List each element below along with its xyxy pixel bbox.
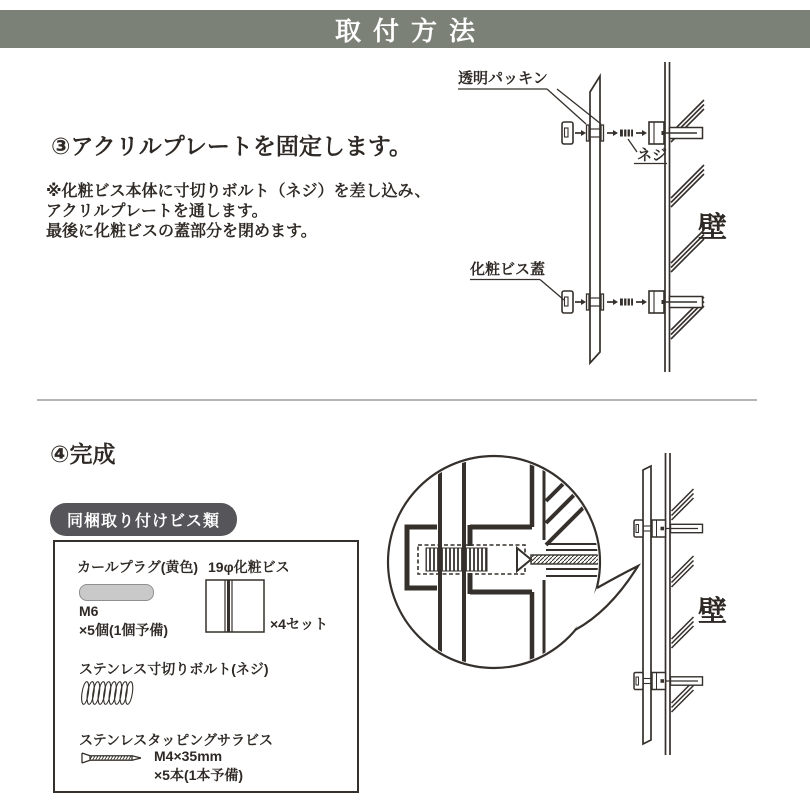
screw-assembly-bottom — [562, 291, 703, 313]
label-screw: ネジ — [637, 147, 668, 164]
acrylic-plate — [643, 466, 651, 744]
page-title: 取付方法 — [334, 15, 487, 46]
part-bolt-name: ステンレス寸切りボルト(ネジ) — [79, 661, 269, 677]
step3-note-line1: ※化粧ビス本体に寸切りボルト（ネジ）を差し込み、 — [46, 183, 431, 200]
included-screws-badge — [50, 503, 237, 536]
part-bis-qty: ×4セット — [270, 616, 328, 632]
part-tapping-spec: M4×35mm — [154, 748, 223, 764]
decorative-screw-illustration — [205, 579, 265, 633]
step3-heading: ③アクリルプレートを固定します。 — [51, 133, 413, 159]
included-screws-badge-label: 同梱取り付けビス類 — [67, 513, 221, 530]
label-transparent-packing: 透明パッキン — [458, 70, 548, 87]
threaded-bolt-illustration — [80, 680, 136, 706]
part-tapping-qty: ×5本(1本予備) — [154, 767, 244, 783]
plug-illustration — [79, 584, 154, 601]
step3-note-line2: アクリルプレートを通します。 — [46, 203, 268, 220]
step4-diagram — [380, 445, 810, 775]
step3-note — [46, 182, 466, 242]
step4-heading: ④完成 — [50, 441, 116, 467]
step3-note-line3: 最後に化粧ビスの蓋部分を閉めます。 — [46, 223, 317, 240]
label-wall-bottom: 壁 — [698, 596, 728, 628]
label-screw-cap: 化粧ビス蓋 — [470, 261, 546, 278]
header-bar — [0, 10, 810, 48]
parts-box — [53, 540, 359, 793]
screw-assembly-top — [562, 122, 703, 144]
step3-diagram — [450, 55, 810, 385]
tapping-screw-illustration — [80, 751, 144, 765]
part-plug-spec: M6 — [79, 603, 99, 619]
section-divider — [37, 399, 757, 401]
wall-lines — [665, 62, 670, 372]
label-wall-top: 壁 — [698, 212, 728, 244]
finished-wall-view — [634, 453, 703, 755]
threaded-bolt-section — [426, 548, 487, 571]
part-tapping-name: ステンレスタッピングサラビス — [79, 732, 273, 748]
part-bis-name: 19φ化粧ビス — [208, 559, 290, 575]
part-plug-name: カールプラグ(黄色) — [77, 559, 199, 575]
part-plug-qty: ×5個(1個予備) — [79, 622, 169, 638]
